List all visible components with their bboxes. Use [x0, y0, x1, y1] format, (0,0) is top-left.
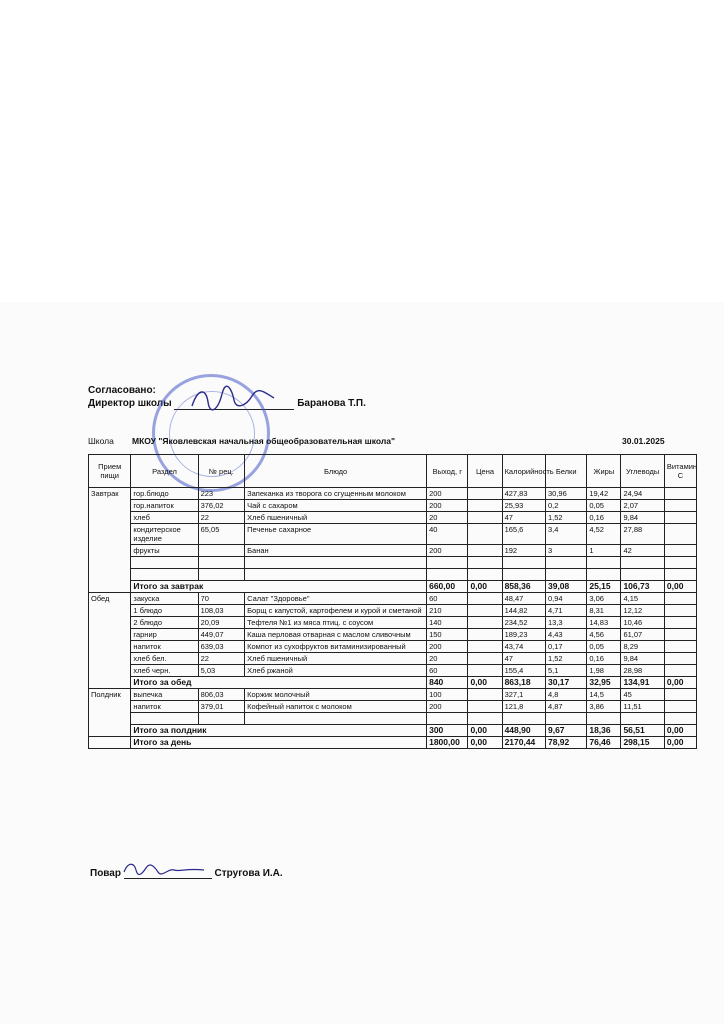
fat-cell: 0,16 — [587, 653, 621, 665]
director-label: Директор школы — [88, 398, 172, 409]
recipe-cell: 639,03 — [198, 641, 245, 653]
carbs-cell: 10,46 — [621, 617, 664, 629]
vitamin-c-cell — [664, 500, 696, 512]
dish-cell: Каша перловая отварная с маслом сливочным — [245, 629, 427, 641]
price-cell — [468, 665, 502, 677]
school-line — [88, 436, 688, 446]
recipe-cell: 108,03 — [198, 605, 245, 617]
yield-cell: 60 — [427, 593, 468, 605]
total-yield-cell: 840 — [427, 677, 468, 689]
table-row — [89, 524, 697, 545]
table-header-row — [89, 455, 697, 488]
price-cell — [468, 653, 502, 665]
empty-cell — [198, 713, 245, 725]
school-label: Школа — [88, 436, 114, 446]
empty-cell — [587, 569, 621, 581]
vitamin-c-cell — [664, 653, 696, 665]
empty-cell — [545, 557, 586, 569]
protein-cell: 1,52 — [545, 653, 586, 665]
calories-cell: 192 — [502, 545, 545, 557]
price-cell — [468, 545, 502, 557]
signature-line — [174, 399, 294, 410]
cook-line — [90, 868, 283, 879]
protein-cell: 0,17 — [545, 641, 586, 653]
total-row — [89, 725, 697, 737]
section-cell: хлеб черн. — [131, 665, 198, 677]
recipe-cell — [198, 545, 245, 557]
total-protein-cell: 9,67 — [545, 725, 586, 737]
vitamin-c-cell — [664, 545, 696, 557]
vitamin-c-cell — [664, 701, 696, 713]
cook-label: Повар — [90, 868, 121, 879]
fat-cell: 14,5 — [587, 689, 621, 701]
fat-cell: 8,31 — [587, 605, 621, 617]
dish-cell: Хлеб пшеничный — [245, 653, 427, 665]
empty-row — [89, 557, 697, 569]
vitamin-c-cell — [664, 689, 696, 701]
section-cell: закуска — [131, 593, 198, 605]
recipe-cell: 5,03 — [198, 665, 245, 677]
empty-cell — [621, 713, 664, 725]
empty-cell — [502, 557, 545, 569]
section-cell: напиток — [131, 641, 198, 653]
empty-cell — [621, 557, 664, 569]
price-cell — [468, 524, 502, 545]
protein-cell: 3 — [545, 545, 586, 557]
table-row — [89, 500, 697, 512]
empty-cell — [468, 713, 502, 725]
price-cell — [468, 605, 502, 617]
section-cell: гор.напиток — [131, 500, 198, 512]
col-calories: Калорийность — [502, 455, 545, 488]
vitamin-c-cell — [664, 629, 696, 641]
total-carbs-cell: 298,15 — [621, 737, 664, 749]
total-label-cell: Итого за завтрак — [131, 581, 427, 593]
calories-cell: 155,4 — [502, 665, 545, 677]
table-row — [89, 617, 697, 629]
dish-cell: Коржик молочный — [245, 689, 427, 701]
section-cell: хлеб — [131, 512, 198, 524]
fat-cell: 1,98 — [587, 665, 621, 677]
section-cell: 1 блюдо — [131, 605, 198, 617]
school-name: МКОУ "Яковлевская начальная общеобразовательная школа" — [132, 436, 395, 446]
empty-cell — [245, 557, 427, 569]
table-row — [89, 629, 697, 641]
dish-cell: Хлеб пшеничный — [245, 512, 427, 524]
total-price-cell: 0,00 — [468, 581, 502, 593]
protein-cell: 4,8 — [545, 689, 586, 701]
total-price-cell: 0,00 — [468, 737, 502, 749]
recipe-cell: 223 — [198, 488, 245, 500]
empty-cell — [468, 557, 502, 569]
yield-cell: 40 — [427, 524, 468, 545]
yield-cell: 20 — [427, 512, 468, 524]
yield-cell: 20 — [427, 653, 468, 665]
table-row — [89, 545, 697, 557]
empty-cell — [245, 713, 427, 725]
empty-cell — [664, 569, 696, 581]
empty-cell — [587, 557, 621, 569]
fat-cell: 4,52 — [587, 524, 621, 545]
fat-cell: 3,06 — [587, 593, 621, 605]
yield-cell: 140 — [427, 617, 468, 629]
section-cell: фрукты — [131, 545, 198, 557]
total-label-cell: Итого за полдник — [131, 725, 427, 737]
total-carbs-cell: 56,51 — [621, 725, 664, 737]
vitamin-c-cell — [664, 593, 696, 605]
protein-cell: 3,4 — [545, 524, 586, 545]
table-row — [89, 593, 697, 605]
col-vitamin-c: Витамин С — [664, 455, 696, 488]
yield-cell: 200 — [427, 488, 468, 500]
dish-cell: Кофейный напиток с молоком — [245, 701, 427, 713]
col-meal: Прием пищи — [89, 455, 131, 488]
carbs-cell: 9,84 — [621, 512, 664, 524]
yield-cell: 200 — [427, 500, 468, 512]
carbs-cell: 11,51 — [621, 701, 664, 713]
total-fat-cell: 18,36 — [587, 725, 621, 737]
total-carbs-cell: 106,73 — [621, 581, 664, 593]
vitamin-c-cell — [664, 665, 696, 677]
day-total-row — [89, 737, 697, 749]
approval-header — [88, 384, 366, 410]
empty-cell — [427, 557, 468, 569]
cook-name: Стругова И.А. — [214, 868, 283, 879]
vitamin-c-cell — [664, 617, 696, 629]
col-yield: Выход, г — [427, 455, 468, 488]
col-carbs: Углеводы — [621, 455, 664, 488]
protein-cell: 13,3 — [545, 617, 586, 629]
empty-cell — [131, 569, 198, 581]
recipe-cell: 22 — [198, 653, 245, 665]
fat-cell: 19,42 — [587, 488, 621, 500]
total-calories-cell: 2170,44 — [502, 737, 545, 749]
section-cell: гор.блюдо — [131, 488, 198, 500]
carbs-cell: 9,84 — [621, 653, 664, 665]
empty-cell — [664, 557, 696, 569]
fat-cell: 4,56 — [587, 629, 621, 641]
carbs-cell: 61,07 — [621, 629, 664, 641]
total-label-cell: Итого за обед — [131, 677, 427, 689]
total-protein-cell: 78,92 — [545, 737, 586, 749]
empty-cell — [89, 737, 131, 749]
carbs-cell: 28,98 — [621, 665, 664, 677]
fat-cell: 0,05 — [587, 641, 621, 653]
vitamin-c-cell — [664, 524, 696, 545]
recipe-cell: 449,07 — [198, 629, 245, 641]
recipe-cell: 806,03 — [198, 689, 245, 701]
yield-cell: 100 — [427, 689, 468, 701]
calories-cell: 234,52 — [502, 617, 545, 629]
total-calories-cell: 858,36 — [502, 581, 545, 593]
table-row — [89, 512, 697, 524]
empty-cell — [427, 569, 468, 581]
table-row — [89, 665, 697, 677]
empty-cell — [502, 713, 545, 725]
protein-cell: 0,2 — [545, 500, 586, 512]
carbs-cell: 2,07 — [621, 500, 664, 512]
price-cell — [468, 593, 502, 605]
protein-cell: 0,94 — [545, 593, 586, 605]
price-cell — [468, 641, 502, 653]
total-vitamin-c-cell: 0,00 — [664, 725, 696, 737]
total-fat-cell: 76,46 — [587, 737, 621, 749]
carbs-cell: 24,94 — [621, 488, 664, 500]
yield-cell: 200 — [427, 701, 468, 713]
section-cell: хлеб бел. — [131, 653, 198, 665]
vitamin-c-cell — [664, 488, 696, 500]
calories-cell: 144,82 — [502, 605, 545, 617]
protein-cell: 4,43 — [545, 629, 586, 641]
calories-cell: 25,93 — [502, 500, 545, 512]
total-row — [89, 677, 697, 689]
total-calories-cell: 863,18 — [502, 677, 545, 689]
total-carbs-cell: 134,91 — [621, 677, 664, 689]
section-cell: кондитерское изделие — [131, 524, 198, 545]
empty-cell — [427, 713, 468, 725]
menu-table — [88, 454, 697, 749]
total-vitamin-c-cell: 0,00 — [664, 581, 696, 593]
price-cell — [468, 629, 502, 641]
calories-cell: 47 — [502, 653, 545, 665]
carbs-cell: 45 — [621, 689, 664, 701]
recipe-cell: 22 — [198, 512, 245, 524]
price-cell — [468, 488, 502, 500]
agreed-label: Согласовано: — [88, 385, 156, 396]
carbs-cell: 4,15 — [621, 593, 664, 605]
table-row — [89, 641, 697, 653]
recipe-cell: 379,01 — [198, 701, 245, 713]
fat-cell: 3,86 — [587, 701, 621, 713]
total-protein-cell: 30,17 — [545, 677, 586, 689]
carbs-cell: 27,88 — [621, 524, 664, 545]
total-calories-cell: 448,90 — [502, 725, 545, 737]
protein-cell: 5,1 — [545, 665, 586, 677]
meal-name-cell: Полдник — [89, 689, 131, 737]
dish-cell: Печенье сахарное — [245, 524, 427, 545]
calories-cell: 43,74 — [502, 641, 545, 653]
protein-cell: 4,71 — [545, 605, 586, 617]
price-cell — [468, 701, 502, 713]
recipe-cell: 65,05 — [198, 524, 245, 545]
dish-cell: Тефтеля №1 из мяса птиц. с соусом — [245, 617, 427, 629]
section-cell: напиток — [131, 701, 198, 713]
yield-cell: 150 — [427, 629, 468, 641]
price-cell — [468, 500, 502, 512]
dish-cell: Запеканка из творога со сгущенным молоком — [245, 488, 427, 500]
dish-cell: Банан — [245, 545, 427, 557]
price-cell — [468, 512, 502, 524]
menu-date: 30.01.2025 — [622, 436, 665, 446]
empty-cell — [198, 569, 245, 581]
protein-cell: 4,87 — [545, 701, 586, 713]
recipe-cell: 376,02 — [198, 500, 245, 512]
total-fat-cell: 32,95 — [587, 677, 621, 689]
fat-cell: 14,83 — [587, 617, 621, 629]
col-dish: Блюдо — [245, 455, 427, 488]
table-row — [89, 653, 697, 665]
yield-cell: 200 — [427, 641, 468, 653]
empty-cell — [545, 713, 586, 725]
recipe-cell: 20,09 — [198, 617, 245, 629]
section-cell: 2 блюдо — [131, 617, 198, 629]
fat-cell: 0,05 — [587, 500, 621, 512]
total-price-cell: 0,00 — [468, 725, 502, 737]
protein-cell: 30,96 — [545, 488, 586, 500]
total-yield-cell: 660,00 — [427, 581, 468, 593]
dish-cell: Борщ с капустой, картофелем и курой и сметаной — [245, 605, 427, 617]
empty-row — [89, 569, 697, 581]
carbs-cell: 8,29 — [621, 641, 664, 653]
yield-cell: 210 — [427, 605, 468, 617]
calories-cell: 189,23 — [502, 629, 545, 641]
dish-cell: Чай с сахаром — [245, 500, 427, 512]
empty-cell — [502, 569, 545, 581]
col-fat: Жиры — [587, 455, 621, 488]
carbs-cell: 42 — [621, 545, 664, 557]
col-recipe: № рец. — [198, 455, 245, 488]
dish-cell: Хлеб ржаной — [245, 665, 427, 677]
section-cell: гарнир — [131, 629, 198, 641]
table-row — [89, 605, 697, 617]
empty-cell — [587, 713, 621, 725]
vitamin-c-cell — [664, 605, 696, 617]
total-price-cell: 0,00 — [468, 677, 502, 689]
price-cell — [468, 689, 502, 701]
calories-cell: 47 — [502, 512, 545, 524]
fat-cell: 0,16 — [587, 512, 621, 524]
total-protein-cell: 39,08 — [545, 581, 586, 593]
table-row — [89, 689, 697, 701]
table-row — [89, 488, 697, 500]
cook-signature-line — [124, 868, 212, 879]
empty-cell — [131, 713, 198, 725]
empty-cell — [198, 557, 245, 569]
total-label-cell: Итого за день — [131, 737, 427, 749]
empty-cell — [664, 713, 696, 725]
price-cell — [468, 617, 502, 629]
total-fat-cell: 25,15 — [587, 581, 621, 593]
col-price: Цена — [468, 455, 502, 488]
section-cell: выпечка — [131, 689, 198, 701]
vitamin-c-cell — [664, 512, 696, 524]
empty-cell — [468, 569, 502, 581]
col-protein: Белки — [545, 455, 586, 488]
total-row — [89, 581, 697, 593]
dish-cell: Салат "Здоровье" — [245, 593, 427, 605]
fat-cell: 1 — [587, 545, 621, 557]
meal-name-cell: Завтрак — [89, 488, 131, 593]
calories-cell: 48,47 — [502, 593, 545, 605]
director-line — [88, 397, 366, 410]
empty-cell — [131, 557, 198, 569]
total-vitamin-c-cell: 0,00 — [664, 677, 696, 689]
calories-cell: 165,6 — [502, 524, 545, 545]
recipe-cell: 70 — [198, 593, 245, 605]
empty-cell — [545, 569, 586, 581]
empty-row — [89, 713, 697, 725]
total-yield-cell: 1800,00 — [427, 737, 468, 749]
calories-cell: 121,8 — [502, 701, 545, 713]
director-name: Баранова Т.П. — [297, 398, 366, 409]
total-vitamin-c-cell: 0,00 — [664, 737, 696, 749]
yield-cell: 60 — [427, 665, 468, 677]
yield-cell: 200 — [427, 545, 468, 557]
total-yield-cell: 300 — [427, 725, 468, 737]
table-row — [89, 701, 697, 713]
meal-name-cell: Обед — [89, 593, 131, 689]
protein-cell: 1,52 — [545, 512, 586, 524]
calories-cell: 427,83 — [502, 488, 545, 500]
empty-cell — [245, 569, 427, 581]
carbs-cell: 12,12 — [621, 605, 664, 617]
calories-cell: 327,1 — [502, 689, 545, 701]
vitamin-c-cell — [664, 641, 696, 653]
empty-cell — [621, 569, 664, 581]
col-section: Раздел — [131, 455, 198, 488]
dish-cell: Компот из сухофруктов витаминизированный — [245, 641, 427, 653]
